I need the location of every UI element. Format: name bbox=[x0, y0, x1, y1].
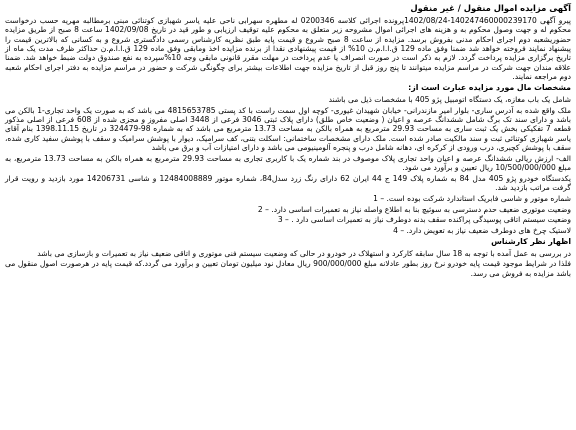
final-price-text: فلذا در شرایط موجود قیمت پایه خودرو نرخ روز بطور عادلانه مبلغ 900/000/000 ریال معادل نود میلیون تومان تعیین و برآورد می گردد.که قیمت پایه در هرصورت اصول منقول می باشد مزایده به فروش می رسد. bbox=[5, 259, 571, 278]
car-condition-item: لاستیک چرخ های دوطرف ضعیف نیاز به تعویض دارد. – 4 bbox=[393, 225, 571, 235]
car-description: یکدستگاه خودرو پژو 405 مدل 84 به شماره پلاک 149 ج 44 ایران 62 دارای رنگ زرد سدل84، شماره موتور 12484008889 و شاسی 14206731 مورد بازدید و رویت قرار گرفت مراتب بازدید شد. bbox=[5, 173, 571, 193]
property-section-heading: مشخصات مال مورد مزایده عبارت است از: bbox=[408, 83, 571, 93]
car-condition-item: وضعیت سیستم اتاقی پوسیدگی پراکنده سقف بدنه دوطرف نیاز به تعمیرات اساسی دارد . – 3 bbox=[277, 215, 571, 225]
car-condition-item: وضعیت موتوری ضعیف حدم دسترسی به سوئیچ بنا به اطلاع واصله نیاز به تعمیرات اساسی دارد. – 2 bbox=[257, 204, 571, 214]
shop-description: ملک واقع شده به آدرس ساری- بلوار امیر مازندرانی- خیابان شهیدان غیوری- کوچه اول سمت راست با کد پستی 4815653785 می باشد که به صورت یک واحد تجاری-1 بالکن می باشد و دارای سند تک برگ شامل ششدانگ عرصه و اعیان ( وضعیت خاص طلق) دارای پلاک ثبتی 3046 فرعی از 3448 اصلی مفروز و مجزی شده از 608 فرعی از اصلی مذکور قطعه 7 تفکیکی بخش یک ثبت ساری به مساحت 29.93 مترمربع به همراه بالکن به مساحت 13.73 مترمربع می باشد که به شماره 98-324479 در تاریخ 1398.11.15 بنام آقای یاسر شهبازی کوتنائی ثبت و سند مالکیت صادر شده است. ملک دارای مشخصات ساختمانی: اسکلت بتنی، کف سرامیک، دیوار با پوشش سرامیک و سقف با پوشش سفید کاری شده، سقف با پوشش کچبری، درب ورودی از کرکره ای، دهانه شامل درب و پنجره آلومینیومی می باشد و دارای امتیازات آب و برق می باشد bbox=[5, 105, 571, 153]
expert-opinion-heading: اظهار نظر کارشناس bbox=[491, 236, 571, 246]
property-summary: شامل یک باب مغازه، یک دستگاه اتومبیل پژو 405 با مشخصات ذیل می باشند bbox=[328, 95, 571, 104]
notice-title: آگهی مزایده اموال منقول / غیر منقول bbox=[410, 3, 571, 13]
expert-opinion-text: در بررسی به عمل آمده با توجه به 18 سال سابقه کارکرد و استهلاک در خودرو در حالی که وضعیت سیستم فنی موتوری و اتاقی ضعیف نیاز به تعمیرات و بازسازی می باشد bbox=[37, 248, 571, 258]
car-conditions-list bbox=[5, 194, 571, 235]
shop-valuation: الف- ارزش ریالی ششدانگ عرصه و اعیان واحد تجاری پلاک موصوف در بند شماره یک با کاربری تجاری به مساحت 29.93 مترمربع به همراه بالکن به مساحت 13.73 مترمربع، به مبلغ 10/500/000/000 ریال تعیین و برآورد می شود. bbox=[5, 153, 571, 173]
car-condition-item: شماره موتور و شاسی فابریک استاندارد شرکت بوده است. – 1 bbox=[373, 194, 571, 203]
intro-paragraph: پیرو آگهی 140247460000239170-1402/08/24پرونده اجرائی کلاسه 0200346 له مطهره سهرابی ناحی علیه یاسر شهبازی کوتنائی مبنی برمطالبه مهریه حسب درخواست محکوم له و جهت وصول محکوم به و هزینه های اجرائی اموال مشروحه زیر متعلق به محکوم علیه توقیف ارزیابی و طور قید در تاریخ 1402/09/08 ساعت 8 صبح از طریق مزایده حضوریشعبه دوم اجرای احکام مدنی بفروش برسد. مزایده از ساعت 8 صبح شروع و قیمت پایه طبق نظریه کارشناس رسمی دادگستری شروع و به کسانی که بالاترین قیمت را پیشنهاد نمایند فروخته خواهد شد ضمنا وفق ماده 129 ق.ا.ا.م.ن 10% از قیمت پیشنهادی نقدا از برنده مزایده اخذ ومابقی وفق ماده 129 ق.ا.ا.م.ن حداکثر ظرف مدت یک ماه از تاریخ برگزاری مزایده پرداخت گردد. لازم به ذکر است در صورت انصراف یا عدم پرداخت در مهلت مقرر قانونی مابقی وجه 10%سپرده به نفع صندوق دولت ضبط خواهد شد. ضمنا علاقه مندان جهت شرکت در مراسم مزایده میتوانند تا پنج روز قبل از تاریخ مزایده جهت اطلاعات بیشتر برای چگونگی شرکت و حضور در مراسم مزایده به دفتر اجرای احکام شعبه دوم مراجعه نمایند. bbox=[5, 16, 571, 82]
